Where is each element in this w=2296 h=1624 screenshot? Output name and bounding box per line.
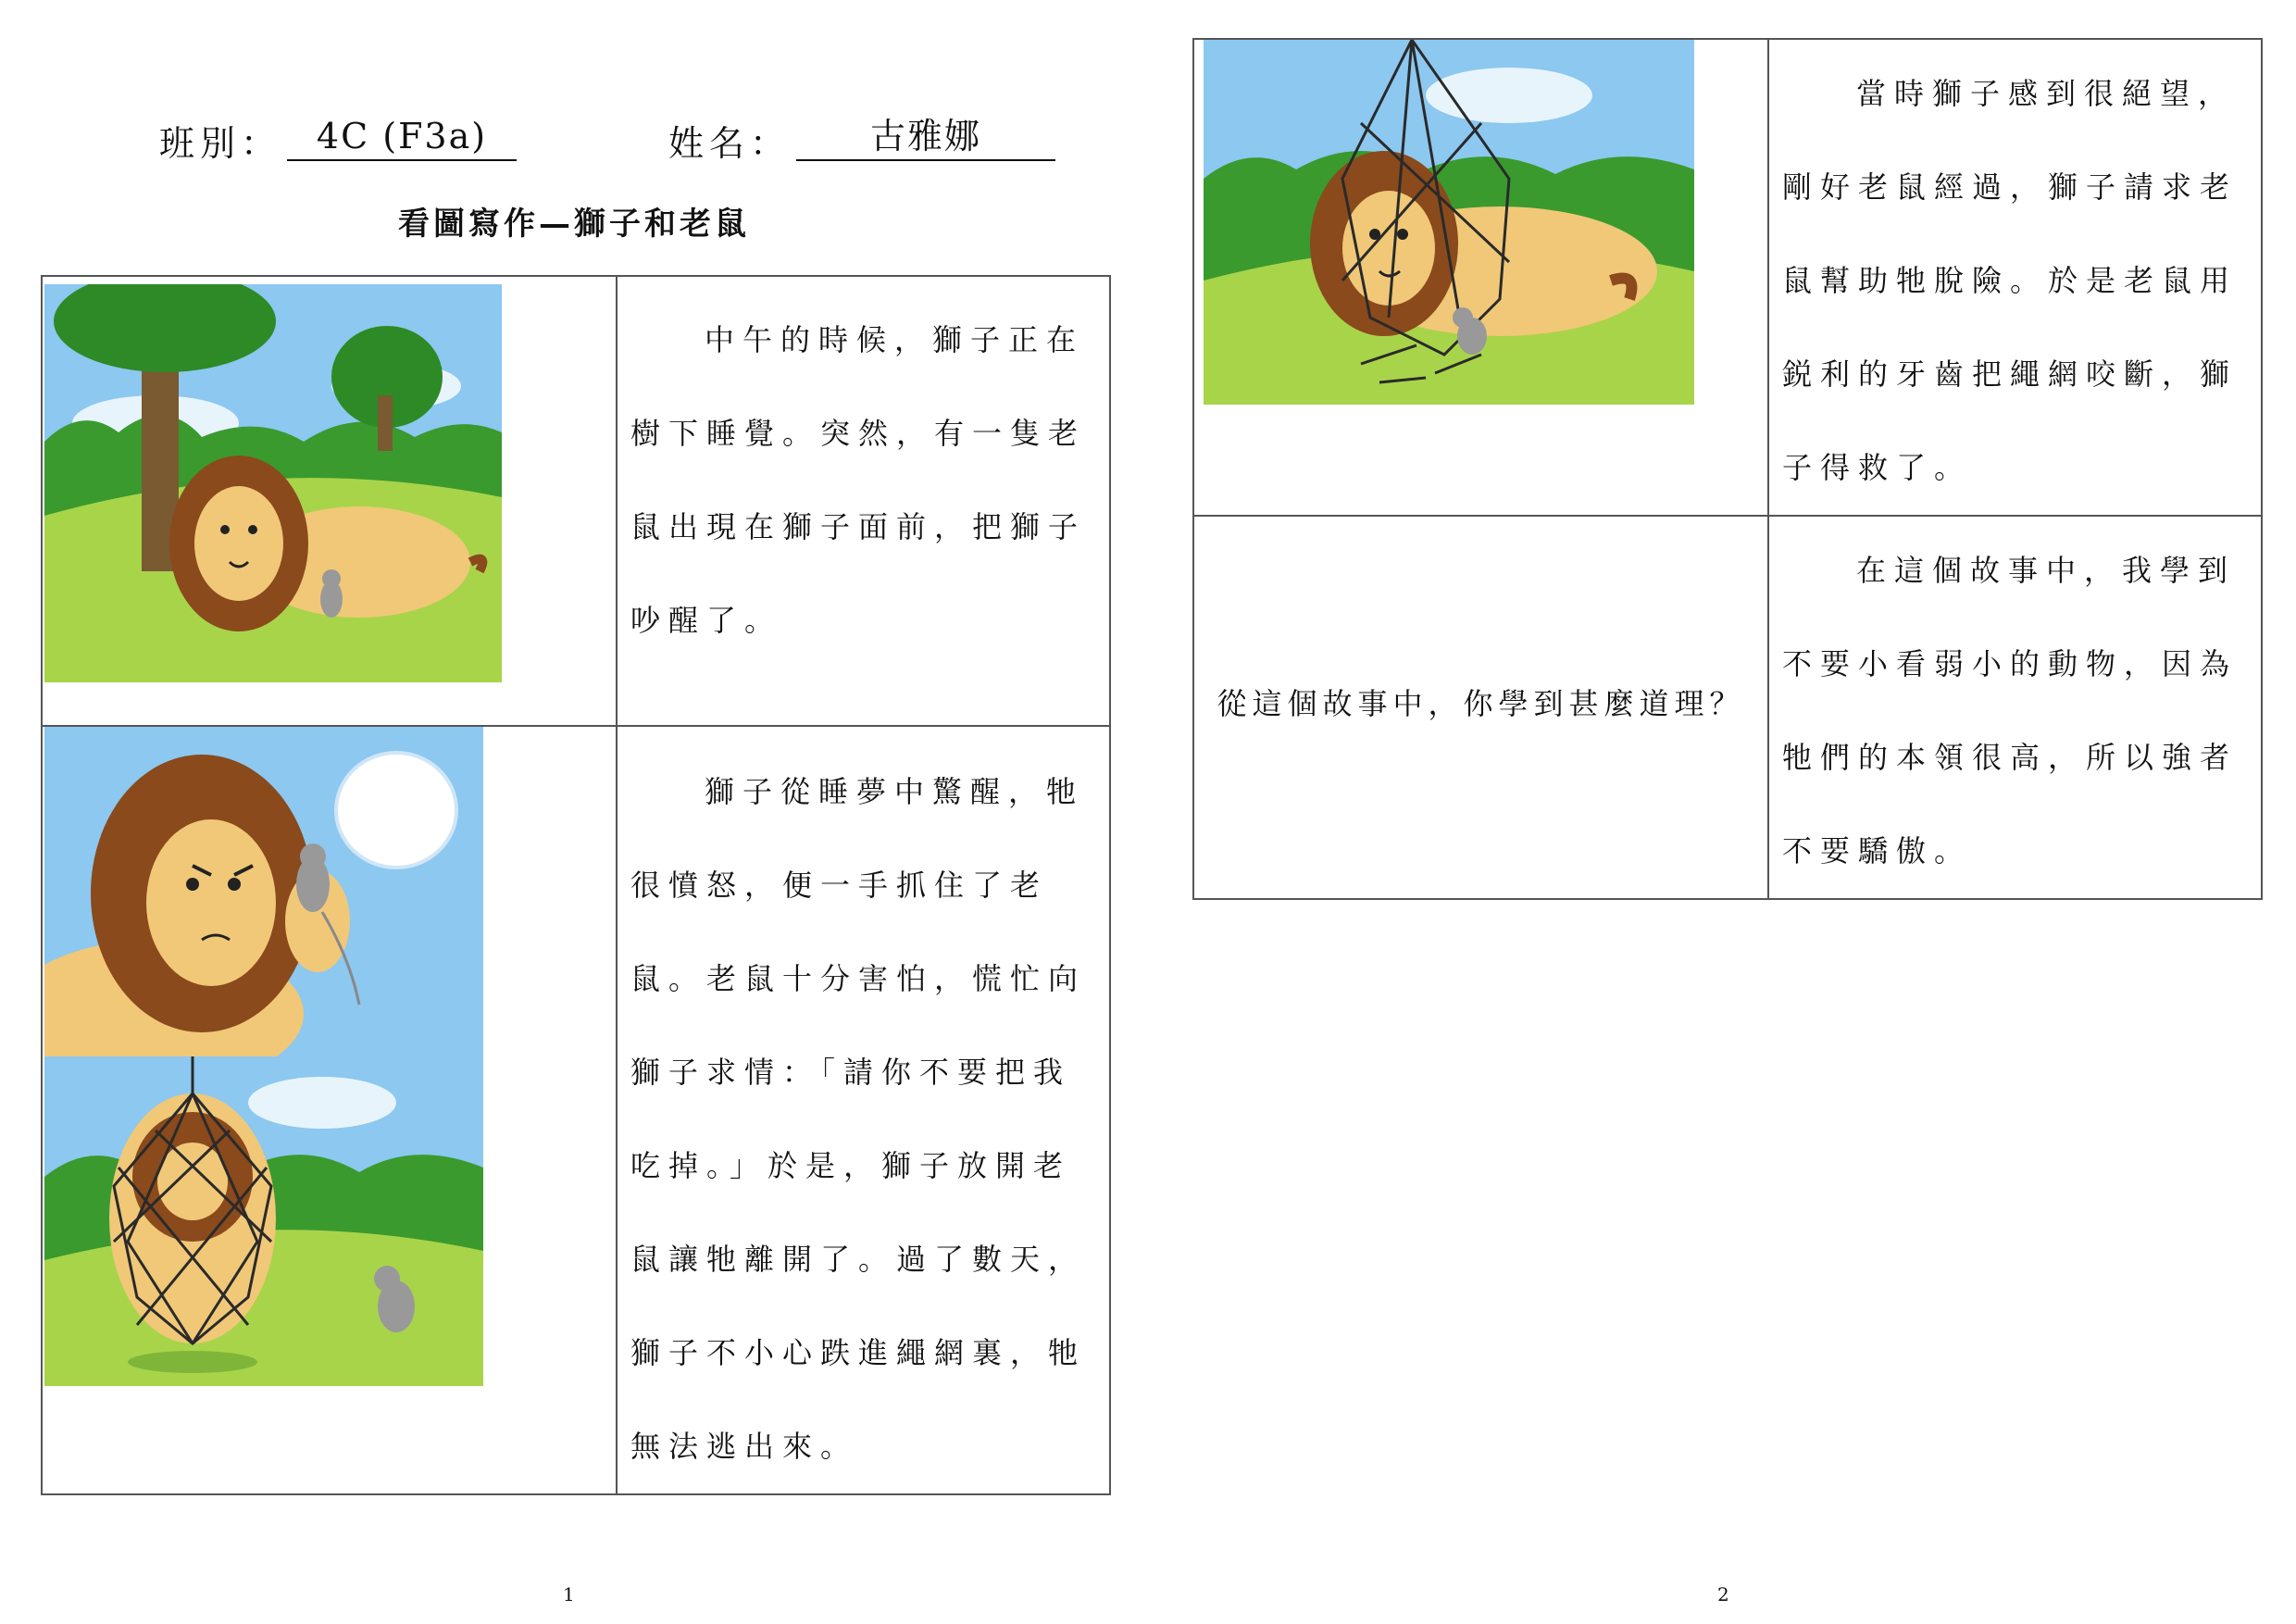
story-table-page2 — [1192, 38, 2263, 900]
page-title: 看圖寫作—獅子和老鼠 — [398, 206, 750, 243]
panel1-paragraph: 中午的時候，獅子正在樹下睡覺。突然，有一隻老鼠出現在獅子面前，把獅子吵醒了。 — [630, 322, 1087, 638]
reflection-question: 從這個故事中，你學到甚麼道理？ — [1217, 686, 1745, 721]
panel3-image-cell — [1193, 39, 1768, 516]
story-table-page1 — [41, 275, 1111, 1495]
lion-trapped-net-illustration — [44, 1056, 483, 1386]
name-field[interactable]: 古雅娜 — [796, 113, 1055, 161]
lion-sleeping-illustration — [44, 284, 502, 682]
reflection-answer[interactable]: 在這個故事中，我學到不要小看弱小的動物，因為牠們的本領很高，所以強者不要驕傲。 — [1782, 553, 2239, 868]
question-cell — [1193, 516, 1768, 899]
panel2-paragraph: 獅子從睡夢中驚醒，牠很憤怒，便一手抓住了老鼠。老鼠十分害怕，慌忙向獅子求情：「請你不要把我吃掉。」於是，獅子放開老鼠讓牠離開了。過了數天，獅子不小心跌進繩網裏，牠無法逃出來。 — [630, 774, 1087, 1464]
mouse-freeing-lion-illustration — [1204, 40, 1694, 405]
class-label: 班別： — [159, 123, 282, 164]
panel1-text-cell — [617, 276, 1110, 726]
panel3-paragraph: 當時獅子感到很絕望，剛好老鼠經過，獅子請求老鼠幫助牠脫險。於是老鼠用鋭利的牙齒把繩網咬斷，獅子得救了。 — [1782, 76, 2239, 485]
panel3-text-cell — [1768, 39, 2262, 516]
name-label: 姓名： — [668, 123, 792, 164]
page-number-2: 2 — [1717, 1583, 1729, 1605]
panel1-image-cell — [42, 276, 617, 726]
panel2-image-cell — [42, 726, 617, 1494]
panel2-text-cell — [617, 726, 1110, 1494]
class-field[interactable]: 4C (F3a) — [287, 113, 517, 161]
answer-cell — [1768, 516, 2262, 899]
page-number-1: 1 — [563, 1583, 575, 1605]
lion-holding-mouse-illustration — [44, 727, 483, 1056]
